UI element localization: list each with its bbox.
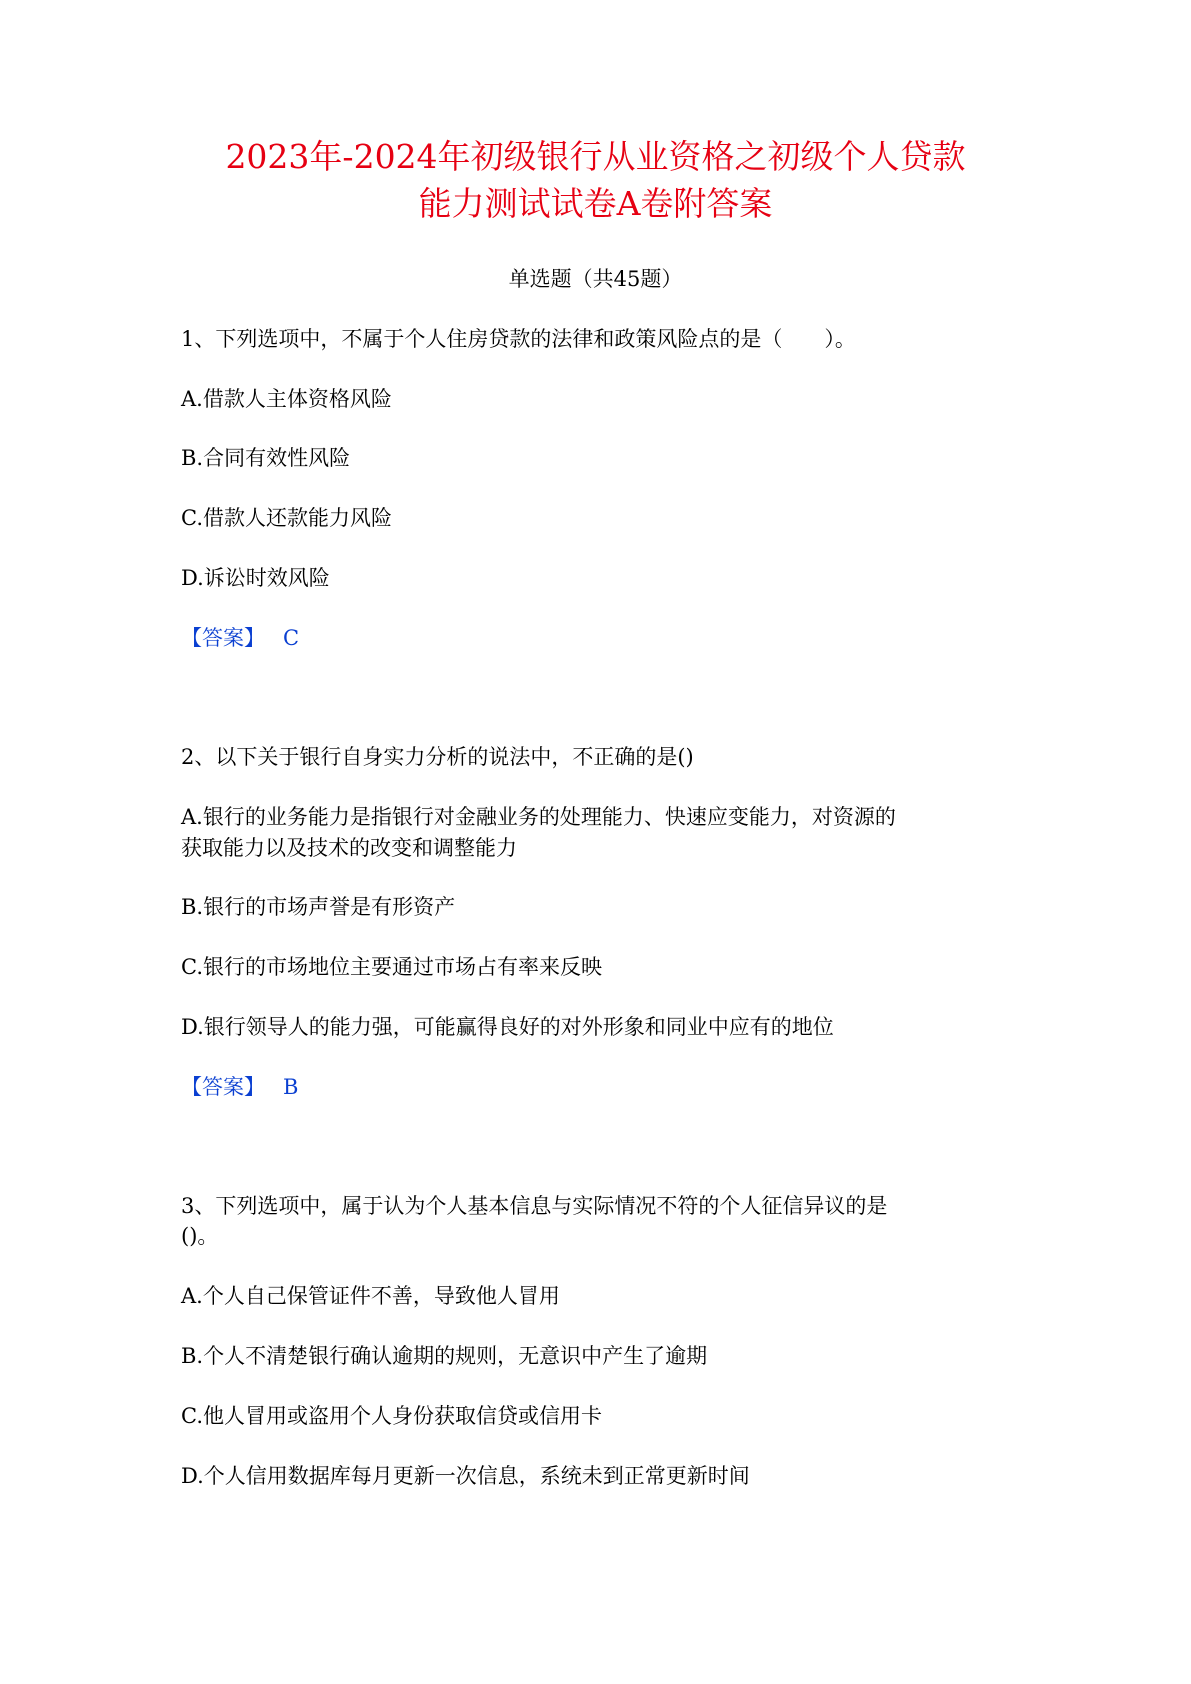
question-1-option-d: D.诉讼时效风险 <box>181 566 330 590</box>
question-1-option-b: B.合同有效性风险 <box>181 446 351 470</box>
answer-label: 【答案】 <box>181 1075 265 1099</box>
question-3-option-c: C.他人冒用或盗用个人身份获取信贷或信用卡 <box>181 1404 602 1428</box>
answer-label: 【答案】 <box>181 626 265 650</box>
question-1-option-a: A.借款人主体资格风险 <box>181 387 392 411</box>
question-2-answer <box>181 1072 298 1102</box>
question-2-option-b: B.银行的市场声誉是有形资产 <box>181 895 456 919</box>
section-title: 单选题（共45题） <box>508 267 683 291</box>
question-2-option-c: C.银行的市场地位主要通过市场占有率来反映 <box>181 955 602 979</box>
question-3-option-d: D.个人信用数据库每月更新一次信息，系统未到正常更新时间 <box>181 1464 750 1488</box>
answer-value: B <box>283 1075 299 1099</box>
question-2-option-a-line-1: A.银行的业务能力是指银行对金融业务的处理能力、快速应变能力，对资源的 <box>181 805 896 829</box>
question-3-stem-line-1: 3、下列选项中，属于认为个人基本信息与实际情况不符的个人征信异议的是 <box>181 1194 888 1218</box>
question-1-option-c: C.借款人还款能力风险 <box>181 506 392 530</box>
answer-value: C <box>283 626 300 650</box>
question-2-option-d: D.银行领导人的能力强，可能赢得良好的对外形象和同业中应有的地位 <box>181 1015 834 1039</box>
document-title-line-2: 能力测试试卷A卷附答案 <box>418 184 773 223</box>
question-1-stem: 1、下列选项中，不属于个人住房贷款的法律和政策风险点的是（ ）。 <box>181 327 856 351</box>
document-title-line-1: 2023年-2024年初级银行从业资格之初级个人贷款 <box>225 137 966 176</box>
question-3-stem-line-2: ()。 <box>181 1224 219 1248</box>
question-3-option-a: A.个人自己保管证件不善，导致他人冒用 <box>181 1284 560 1308</box>
question-2-stem: 2、以下关于银行自身实力分析的说法中，不正确的是() <box>181 745 694 769</box>
question-1-answer <box>181 623 299 653</box>
question-3-option-b: B.个人不清楚银行确认逾期的规则，无意识中产生了逾期 <box>181 1344 708 1368</box>
question-2-option-a-line-2: 获取能力以及技术的改变和调整能力 <box>181 836 517 860</box>
